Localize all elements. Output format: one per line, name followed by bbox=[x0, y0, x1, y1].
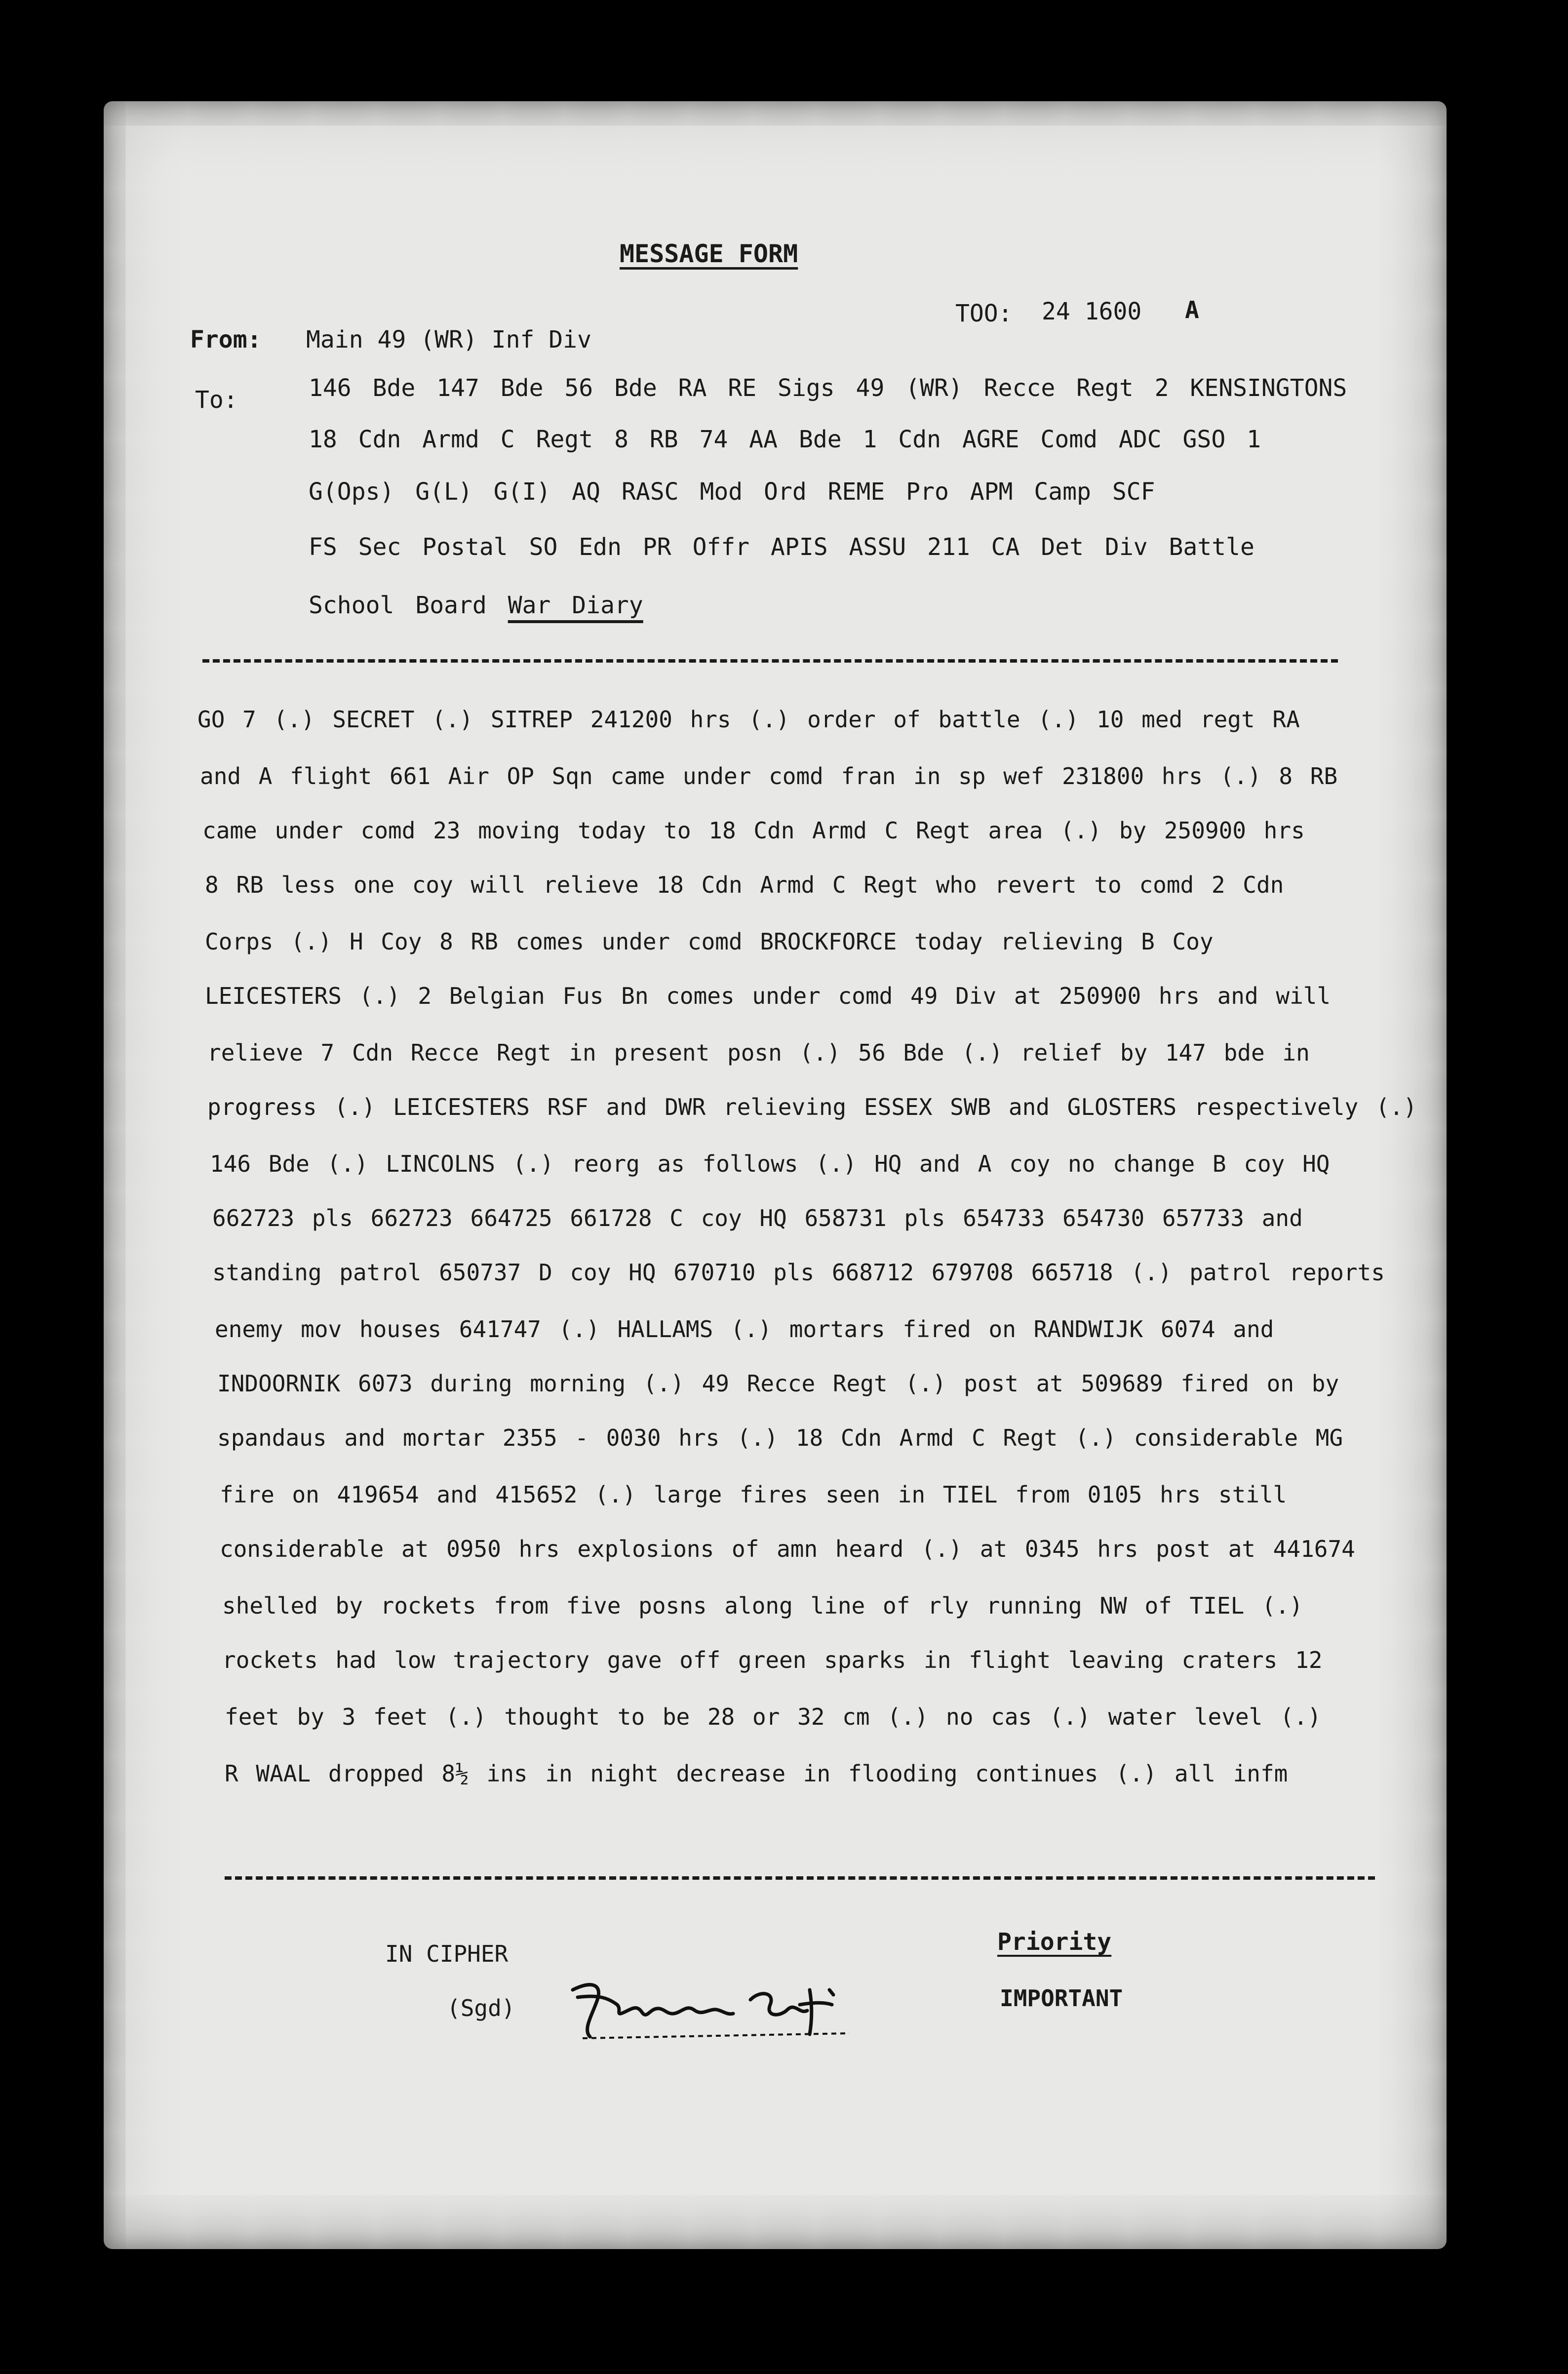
priority-label: Priority bbox=[997, 1928, 1112, 1956]
too-label: TOO: bbox=[955, 300, 1013, 327]
top-divider bbox=[202, 659, 1338, 663]
message-line-13: INDOORNIK 6073 during morning (.) 49 Recce Regt (.) post at 509689 fired on by bbox=[217, 1370, 1339, 1397]
message-line-12: enemy mov houses 641747 (.) HALLAMS (.) mortars fired on RANDWIJK 6074 and bbox=[215, 1316, 1274, 1343]
message-line-15: fire on 419654 and 415652 (.) large fires seen in TIEL from 0105 hrs still bbox=[220, 1481, 1287, 1508]
message-line-10: 662723 pls 662723 664725 661728 C coy HQ 658731 pls 654733 654730 657733 and bbox=[212, 1205, 1303, 1231]
signed-label: (Sgd) bbox=[447, 1995, 515, 2021]
message-line-9: 146 Bde (.) LINCOLNS (.) reorg as follows (.) HQ and A coy no change B coy HQ bbox=[210, 1150, 1330, 1177]
to-line-3: G(Ops) G(L) G(I) AQ RASC Mod Ord REME Pro APM Camp SCF bbox=[309, 478, 1155, 506]
message-line-7: relieve 7 Cdn Recce Regt in present posn (.) 56 Bde (.) relief by 147 bde in bbox=[207, 1039, 1310, 1066]
to-line-5-prefix: School Board bbox=[309, 592, 508, 619]
war-diary-addressee: War Diary bbox=[508, 592, 643, 619]
form-title: MESSAGE FORM bbox=[620, 239, 798, 268]
message-line-19: feet by 3 feet (.) thought to be 28 or 32 cm (.) no cas (.) water level (.) bbox=[225, 1703, 1322, 1730]
message-line-1: GO 7 (.) SECRET (.) SITREP 241200 hrs (.) order of battle (.) 10 med regt RA bbox=[197, 706, 1300, 733]
message-line-11: standing patrol 650737 D coy HQ 670710 pls 668712 679708 665718 (.) patrol reports bbox=[212, 1259, 1385, 1286]
message-line-4: 8 RB less one coy will relieve 18 Cdn Armd C Regt who revert to comd 2 Cdn bbox=[205, 871, 1284, 898]
message-line-14: spandaus and mortar 2355 - 0030 hrs (.) 18 Cdn Armd C Regt (.) considerable MG bbox=[217, 1424, 1343, 1451]
message-line-6: LEICESTERS (.) 2 Belgian Fus Bn comes under comd 49 Div at 250900 hrs and will bbox=[205, 983, 1331, 1009]
message-line-2: and A flight 661 Air OP Sqn came under comd fran in sp wef 231800 hrs (.) 8 RB bbox=[200, 763, 1338, 790]
too-suffix: A bbox=[1185, 296, 1199, 324]
to-line-4: FS Sec Postal SO Edn PR Offr APIS ASSU 211 CA Det Div Battle bbox=[309, 533, 1254, 561]
too-value: 24 1600 bbox=[1042, 298, 1142, 325]
message-line-3: came under comd 23 moving today to 18 Cdn Armd C Regt area (.) by 250900 hrs bbox=[202, 817, 1305, 844]
from-label: From: bbox=[190, 326, 262, 354]
message-line-8: progress (.) LEICESTERS RSF and DWR relieving ESSEX SWB and GLOSTERS respectively (.) bbox=[207, 1094, 1417, 1120]
to-line-1: 146 Bde 147 Bde 56 Bde RA RE Sigs 49 (WR) Recce Regt 2 KENSINGTONS bbox=[309, 374, 1347, 402]
message-line-17: shelled by rockets from five posns along line of rly running NW of TIEL (.) bbox=[222, 1592, 1303, 1619]
message-line-16: considerable at 0950 hrs explosions of amn heard (.) at 0345 hrs post at 441674 bbox=[220, 1536, 1355, 1562]
priority-value: IMPORTANT bbox=[1000, 1985, 1123, 2012]
message-line-5: Corps (.) H Coy 8 RB comes under comd BROCKFORCE today relieving B Coy bbox=[205, 928, 1214, 955]
to-label: To: bbox=[195, 386, 238, 414]
from-value: Main 49 (WR) Inf Div bbox=[306, 326, 591, 354]
cipher-label: IN CIPHER bbox=[385, 1940, 509, 1967]
bottom-divider bbox=[225, 1876, 1375, 1880]
message-line-18: rockets had low trajectory gave off green sparks in flight leaving craters 12 bbox=[222, 1647, 1323, 1673]
signature-image bbox=[563, 1970, 859, 2044]
to-line-5 bbox=[309, 592, 643, 619]
to-line-2: 18 Cdn Armd C Regt 8 RB 74 AA Bde 1 Cdn AGRE Comd ADC GSO 1 bbox=[309, 426, 1261, 453]
message-line-20: R WAAL dropped 8½ ins in night decrease in flooding continues (.) all infm bbox=[225, 1760, 1288, 1787]
